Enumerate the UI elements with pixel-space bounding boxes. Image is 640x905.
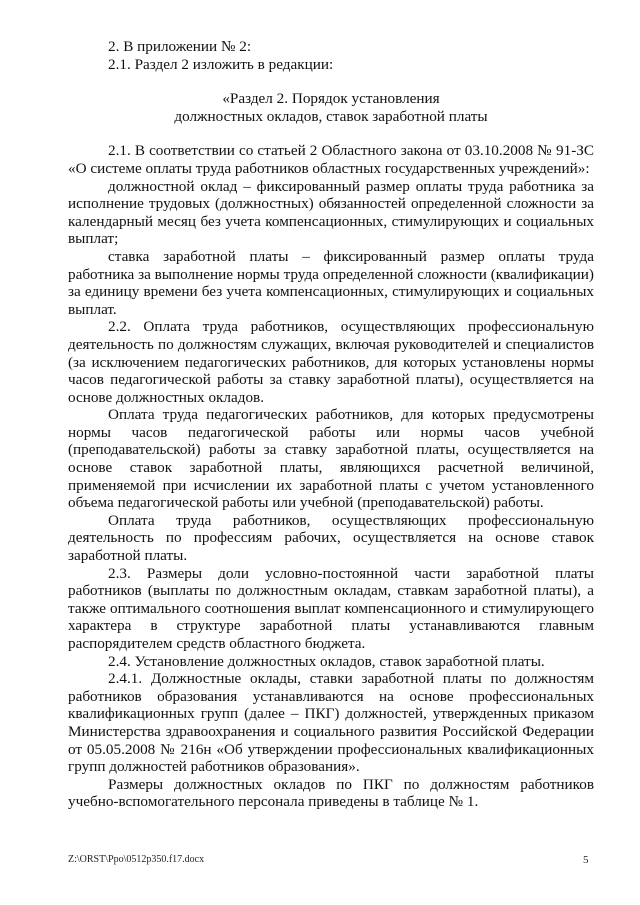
paragraph-workers-pay: Оплата труда работников, осуществляющих профессиональную деятельность по профессиям рабочих, осуществляется на основе ставок заработной платы. [68,511,594,565]
page-number: 5 [583,854,589,866]
paragraph-pedagogical-pay: Оплата труда педагогических работников, для которых предусмотрены нормы часов педагогической работы или нормы часов учебной (преподавательской) работы за ставку заработной платы, осуществляется на основе ставок заработной платы, являющихся расчетной величиной, применяемой при исчислении их заработной платы с учетом установленного объема педагогической работы или учебной (преподавательской) работы. [68,406,594,512]
spacer [68,73,594,90]
intro-line-2: 2.1. Раздел 2 изложить в редакции: [108,55,334,73]
paragraph-official-salary-definition: должностной оклад – фиксированный размер оплаты труда работника за исполнение трудовых (должностных) обязанностей определенной сложности за календарный месяц без учета компенсационных, стимулирующих и социальных выплат; [68,177,594,248]
paragraph-wage-rate-definition: ставка заработной платы – фиксированный размер оплаты труда работника за выполнение нормы труда определенной сложности (квалификации) за единицу времени без учета компенсационных, стимулирующих и социальных выплат. [68,247,594,318]
paragraph-table-1-reference: Размеры должностных окладов по ПКГ по должностям работников учебно-вспомогательного персонала приведены в таблице № 1. [68,775,594,811]
paragraph-2-4: 2.4. Установление должностных окладов, ставок заработной платы. [108,652,545,670]
section-title-line-1: «Раздел 2. Порядок установления [222,90,440,108]
section-title-line-2: должностных окладов, ставок заработной платы [174,107,488,125]
document-body [68,38,594,811]
footer-file-path: Z:\ORST\Ppo\0512p350.f17.docx [68,854,205,865]
spacer [68,125,594,142]
paragraph-2-4-1: 2.4.1. Должностные оклады, ставки заработной платы по должностям работников образования устанавливаются на основе профессиональных квалификационных групп (далее – ПКГ) должностей, утвержденных приказом Министерства здравоохранения и социального развития Российской Федерации от 05.05.2008 № 216н «Об утверждении профессиональных квалификационных групп должностей работников образования». [68,670,594,776]
paragraph-2-3: 2.3. Размеры доли условно-постоянной части заработной платы работников (выплаты по должностным окладам, ставкам заработной платы), а также оптимального соотношения выплат компенсационного и стимулирующего характера в структуре заработной платы устанавливаются главным распорядителем средств областного бюджета. [68,564,594,652]
intro-line-1: 2. В приложении № 2: [108,38,252,55]
paragraph-2-1: 2.1. В соответствии со статьей 2 Областного закона от 03.10.2008 № 91-ЗС «О системе оплаты труда работников областных государственных учреждений»: [68,142,594,177]
paragraph-2-2: 2.2. Оплата труда работников, осуществляющих профессиональную деятельность по должностям служащих, включая руководителей и специалистов (за исключением педагогических работников, для которых установлены нормы часов педагогической работы за ставку заработной платы), осуществляется на основе должностных окладов. [68,318,594,406]
